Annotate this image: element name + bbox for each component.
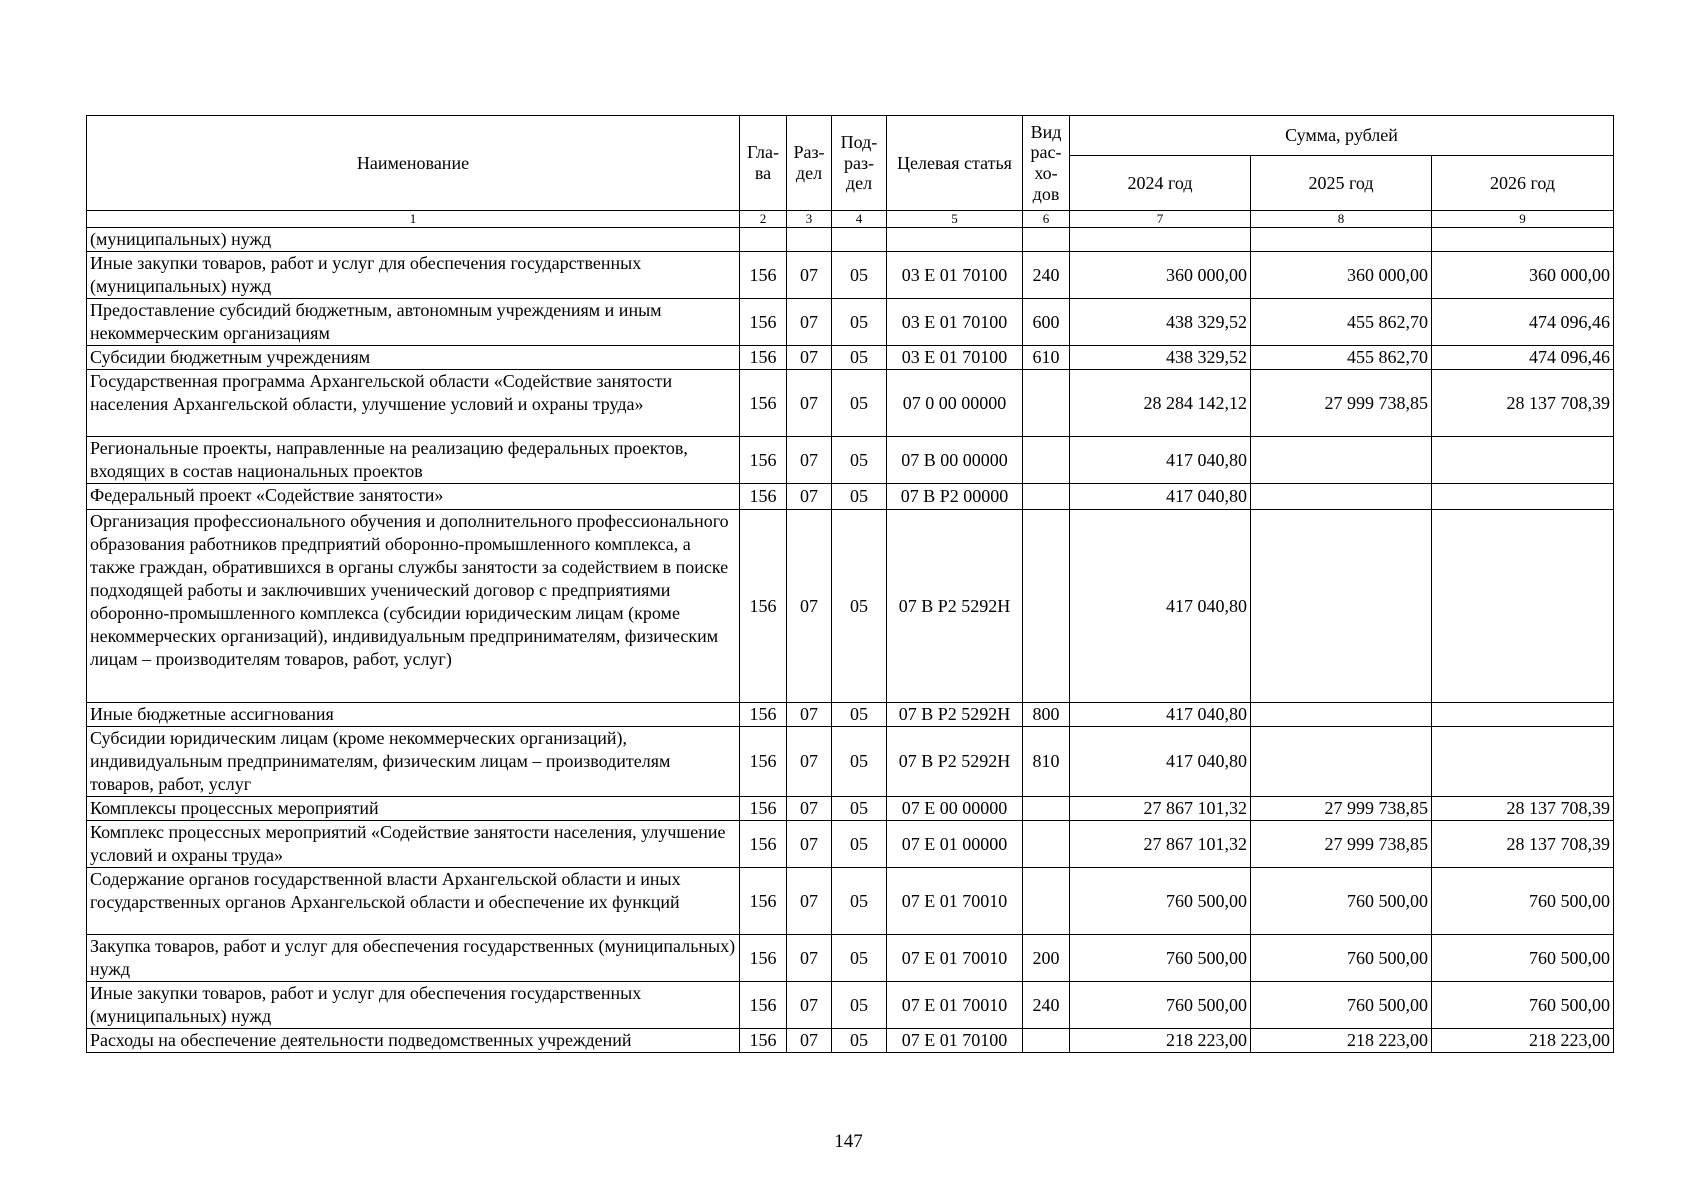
amount-2024-cell: 360 000,00 bbox=[1070, 252, 1251, 299]
razdel-cell: 07 bbox=[787, 346, 832, 370]
amount-2025-cell: 760 500,00 bbox=[1251, 868, 1432, 935]
header-podrazdel: Под-раз-дел bbox=[832, 116, 887, 211]
table-row bbox=[87, 797, 1614, 821]
name-cell: (муниципальных) нужд bbox=[87, 228, 740, 252]
amount-2024-cell: 438 329,52 bbox=[1070, 299, 1251, 346]
glava-cell: 156 bbox=[740, 935, 787, 982]
podrazdel-cell: 05 bbox=[832, 346, 887, 370]
vid-cell: 600 bbox=[1023, 299, 1070, 346]
amount-2026-cell: 760 500,00 bbox=[1432, 935, 1614, 982]
target-cell: 07 В Р2 5292Н bbox=[887, 727, 1023, 797]
name-cell: Закупка товаров, работ и услуг для обеспечения государственных (муниципальных) нужд bbox=[87, 935, 740, 982]
amount-2026-cell: 28 137 708,39 bbox=[1432, 797, 1614, 821]
target-cell: 07 В Р2 00000 bbox=[887, 484, 1023, 510]
table-row bbox=[87, 484, 1614, 510]
podrazdel-cell: 05 bbox=[832, 510, 887, 703]
table-row bbox=[87, 370, 1614, 437]
table-row bbox=[87, 510, 1614, 703]
target-cell: 07 Е 01 70100 bbox=[887, 1029, 1023, 1053]
vid-cell: 610 bbox=[1023, 346, 1070, 370]
glava-cell: 156 bbox=[740, 252, 787, 299]
podrazdel-cell: 05 bbox=[832, 437, 887, 484]
amount-2025-cell bbox=[1251, 510, 1432, 703]
vid-cell bbox=[1023, 868, 1070, 935]
amount-2026-cell: 28 137 708,39 bbox=[1432, 370, 1614, 437]
target-cell: 07 Е 01 00000 bbox=[887, 821, 1023, 868]
razdel-cell: 07 bbox=[787, 982, 832, 1029]
vid-cell: 200 bbox=[1023, 935, 1070, 982]
table-row bbox=[87, 703, 1614, 727]
glava-cell: 156 bbox=[740, 703, 787, 727]
name-cell: Субсидии бюджетным учреждениям bbox=[87, 346, 740, 370]
vid-cell bbox=[1023, 797, 1070, 821]
name-cell: Федеральный проект «Содействие занятости» bbox=[87, 484, 740, 510]
amount-2024-cell bbox=[1070, 228, 1251, 252]
page-number: 147 bbox=[834, 1131, 863, 1152]
vid-cell bbox=[1023, 370, 1070, 437]
amount-2025-cell: 360 000,00 bbox=[1251, 252, 1432, 299]
razdel-cell: 07 bbox=[787, 935, 832, 982]
header-name: Наименование bbox=[87, 116, 740, 211]
vid-cell bbox=[1023, 228, 1070, 252]
name-cell: Содержание органов государственной власти Архангельской области и иных государственных органов Архангельской области и обеспечение их функций bbox=[87, 868, 740, 935]
target-cell: 07 В 00 00000 bbox=[887, 437, 1023, 484]
vid-cell bbox=[1023, 1029, 1070, 1053]
column-number: 7 bbox=[1070, 211, 1251, 228]
amount-2024-cell: 417 040,80 bbox=[1070, 510, 1251, 703]
target-cell: 03 Е 01 70100 bbox=[887, 346, 1023, 370]
budget-table bbox=[86, 115, 1614, 1053]
razdel-cell: 07 bbox=[787, 703, 832, 727]
amount-2025-cell bbox=[1251, 703, 1432, 727]
target-cell bbox=[887, 228, 1023, 252]
table-row bbox=[87, 437, 1614, 484]
razdel-cell: 07 bbox=[787, 727, 832, 797]
razdel-cell: 07 bbox=[787, 299, 832, 346]
header-glava: Гла-ва bbox=[740, 116, 787, 211]
razdel-cell: 07 bbox=[787, 868, 832, 935]
vid-cell bbox=[1023, 437, 1070, 484]
vid-cell bbox=[1023, 510, 1070, 703]
amount-2024-cell: 28 284 142,12 bbox=[1070, 370, 1251, 437]
column-number: 1 bbox=[87, 211, 740, 228]
amount-2025-cell: 27 999 738,85 bbox=[1251, 370, 1432, 437]
razdel-cell: 07 bbox=[787, 484, 832, 510]
name-cell: Иные закупки товаров, работ и услуг для обеспечения государственных (муниципальных) нужд bbox=[87, 982, 740, 1029]
header-year-2024: 2024 год bbox=[1070, 156, 1251, 211]
table-row bbox=[87, 935, 1614, 982]
table-row bbox=[87, 228, 1614, 252]
header-year-2025: 2025 год bbox=[1251, 156, 1432, 211]
amount-2025-cell bbox=[1251, 228, 1432, 252]
table-row bbox=[87, 299, 1614, 346]
name-cell: Региональные проекты, направленные на реализацию федеральных проектов, входящих в состав национальных проектов bbox=[87, 437, 740, 484]
column-number: 5 bbox=[887, 211, 1023, 228]
amount-2025-cell: 760 500,00 bbox=[1251, 935, 1432, 982]
table-row bbox=[87, 868, 1614, 935]
vid-cell bbox=[1023, 821, 1070, 868]
name-cell: Организация профессионального обучения и дополнительного профессионального образования работников предприятий оборонно-промышленного комплекса, а также граждан, обратившихся в органы службы занятости за содействием в поиске подходящей работы и заключивших ученический договор с предприятиями оборонно-промышленного комплекса (субсидии юридическим лицам (кроме некоммерческих организаций), индивидуальным предпринимателям, физическим лицам – производителям товаров, работ, услуг) bbox=[87, 510, 740, 703]
podrazdel-cell: 05 bbox=[832, 299, 887, 346]
amount-2024-cell: 27 867 101,32 bbox=[1070, 821, 1251, 868]
amount-2026-cell: 28 137 708,39 bbox=[1432, 821, 1614, 868]
column-number: 9 bbox=[1432, 211, 1614, 228]
amount-2026-cell bbox=[1432, 510, 1614, 703]
vid-cell: 800 bbox=[1023, 703, 1070, 727]
column-number: 6 bbox=[1023, 211, 1070, 228]
amount-2026-cell: 760 500,00 bbox=[1432, 868, 1614, 935]
amount-2024-cell: 417 040,80 bbox=[1070, 727, 1251, 797]
column-number: 3 bbox=[787, 211, 832, 228]
vid-cell bbox=[1023, 484, 1070, 510]
amount-2026-cell bbox=[1432, 484, 1614, 510]
podrazdel-cell: 05 bbox=[832, 797, 887, 821]
amount-2025-cell bbox=[1251, 484, 1432, 510]
target-cell: 03 Е 01 70100 bbox=[887, 299, 1023, 346]
glava-cell: 156 bbox=[740, 821, 787, 868]
amount-2024-cell: 438 329,52 bbox=[1070, 346, 1251, 370]
table-row bbox=[87, 252, 1614, 299]
amount-2025-cell: 760 500,00 bbox=[1251, 982, 1432, 1029]
glava-cell: 156 bbox=[740, 868, 787, 935]
name-cell: Комплексы процессных мероприятий bbox=[87, 797, 740, 821]
amount-2024-cell: 760 500,00 bbox=[1070, 935, 1251, 982]
target-cell: 07 Е 00 00000 bbox=[887, 797, 1023, 821]
name-cell: Комплекс процессных мероприятий «Содействие занятости населения, улучшение условий и охраны труда» bbox=[87, 821, 740, 868]
header-target: Целевая статья bbox=[887, 116, 1023, 211]
glava-cell: 156 bbox=[740, 797, 787, 821]
podrazdel-cell: 05 bbox=[832, 821, 887, 868]
podrazdel-cell: 05 bbox=[832, 484, 887, 510]
target-cell: 07 Е 01 70010 bbox=[887, 868, 1023, 935]
column-number: 2 bbox=[740, 211, 787, 228]
amount-2025-cell bbox=[1251, 727, 1432, 797]
podrazdel-cell: 05 bbox=[832, 1029, 887, 1053]
target-cell: 07 0 00 00000 bbox=[887, 370, 1023, 437]
column-number: 8 bbox=[1251, 211, 1432, 228]
header-year-2026: 2026 год bbox=[1432, 156, 1614, 211]
amount-2024-cell: 27 867 101,32 bbox=[1070, 797, 1251, 821]
name-cell: Предоставление субсидий бюджетным, автономным учреждениям и иным некоммерческим организациям bbox=[87, 299, 740, 346]
column-number: 4 bbox=[832, 211, 887, 228]
name-cell: Государственная программа Архангельской области «Содействие занятости населения Архангельской области, улучшение условий и охраны труда» bbox=[87, 370, 740, 437]
vid-cell: 240 bbox=[1023, 982, 1070, 1029]
amount-2025-cell: 27 999 738,85 bbox=[1251, 797, 1432, 821]
glava-cell: 156 bbox=[740, 510, 787, 703]
podrazdel-cell: 05 bbox=[832, 252, 887, 299]
glava-cell: 156 bbox=[740, 346, 787, 370]
header-vid: Вид рас-хо-дов bbox=[1023, 116, 1070, 211]
target-cell: 07 В Р2 5292Н bbox=[887, 510, 1023, 703]
amount-2024-cell: 417 040,80 bbox=[1070, 437, 1251, 484]
amount-2026-cell: 474 096,46 bbox=[1432, 346, 1614, 370]
razdel-cell: 07 bbox=[787, 437, 832, 484]
amount-2024-cell: 218 223,00 bbox=[1070, 1029, 1251, 1053]
glava-cell: 156 bbox=[740, 370, 787, 437]
razdel-cell: 07 bbox=[787, 510, 832, 703]
amount-2026-cell bbox=[1432, 727, 1614, 797]
glava-cell bbox=[740, 228, 787, 252]
podrazdel-cell bbox=[832, 228, 887, 252]
podrazdel-cell: 05 bbox=[832, 935, 887, 982]
podrazdel-cell: 05 bbox=[832, 727, 887, 797]
amount-2025-cell: 218 223,00 bbox=[1251, 1029, 1432, 1053]
name-cell: Субсидии юридическим лицам (кроме некоммерческих организаций), индивидуальным предпринимателям, физическим лицам – производителям товаров, работ, услуг bbox=[87, 727, 740, 797]
amount-2026-cell: 360 000,00 bbox=[1432, 252, 1614, 299]
glava-cell: 156 bbox=[740, 437, 787, 484]
razdel-cell bbox=[787, 228, 832, 252]
name-cell: Иные бюджетные ассигнования bbox=[87, 703, 740, 727]
amount-2025-cell bbox=[1251, 437, 1432, 484]
amount-2026-cell: 760 500,00 bbox=[1432, 982, 1614, 1029]
header-razdel: Раз-дел bbox=[787, 116, 832, 211]
header-sum: Сумма, рублей bbox=[1070, 116, 1614, 156]
amount-2025-cell: 455 862,70 bbox=[1251, 346, 1432, 370]
target-cell: 07 Е 01 70010 bbox=[887, 935, 1023, 982]
glava-cell: 156 bbox=[740, 299, 787, 346]
razdel-cell: 07 bbox=[787, 1029, 832, 1053]
glava-cell: 156 bbox=[740, 484, 787, 510]
amount-2026-cell: 474 096,46 bbox=[1432, 299, 1614, 346]
name-cell: Иные закупки товаров, работ и услуг для обеспечения государственных (муниципальных) нужд bbox=[87, 252, 740, 299]
podrazdel-cell: 05 bbox=[832, 703, 887, 727]
table-row bbox=[87, 982, 1614, 1029]
glava-cell: 156 bbox=[740, 727, 787, 797]
razdel-cell: 07 bbox=[787, 252, 832, 299]
amount-2026-cell bbox=[1432, 437, 1614, 484]
amount-2025-cell: 27 999 738,85 bbox=[1251, 821, 1432, 868]
amount-2024-cell: 417 040,80 bbox=[1070, 703, 1251, 727]
razdel-cell: 07 bbox=[787, 370, 832, 437]
table-row bbox=[87, 821, 1614, 868]
amount-2024-cell: 760 500,00 bbox=[1070, 982, 1251, 1029]
glava-cell: 156 bbox=[740, 982, 787, 1029]
table-row bbox=[87, 1029, 1614, 1053]
amount-2026-cell bbox=[1432, 703, 1614, 727]
name-cell: Расходы на обеспечение деятельности подведомственных учреждений bbox=[87, 1029, 740, 1053]
razdel-cell: 07 bbox=[787, 821, 832, 868]
vid-cell: 810 bbox=[1023, 727, 1070, 797]
target-cell: 07 В Р2 5292Н bbox=[887, 703, 1023, 727]
amount-2026-cell: 218 223,00 bbox=[1432, 1029, 1614, 1053]
podrazdel-cell: 05 bbox=[832, 982, 887, 1029]
razdel-cell: 07 bbox=[787, 797, 832, 821]
glava-cell: 156 bbox=[740, 1029, 787, 1053]
podrazdel-cell: 05 bbox=[832, 370, 887, 437]
target-cell: 07 Е 01 70010 bbox=[887, 982, 1023, 1029]
amount-2025-cell: 455 862,70 bbox=[1251, 299, 1432, 346]
amount-2024-cell: 760 500,00 bbox=[1070, 868, 1251, 935]
vid-cell: 240 bbox=[1023, 252, 1070, 299]
podrazdel-cell: 05 bbox=[832, 868, 887, 935]
amount-2026-cell bbox=[1432, 228, 1614, 252]
amount-2024-cell: 417 040,80 bbox=[1070, 484, 1251, 510]
table-row bbox=[87, 346, 1614, 370]
table-row bbox=[87, 727, 1614, 797]
target-cell: 03 Е 01 70100 bbox=[887, 252, 1023, 299]
